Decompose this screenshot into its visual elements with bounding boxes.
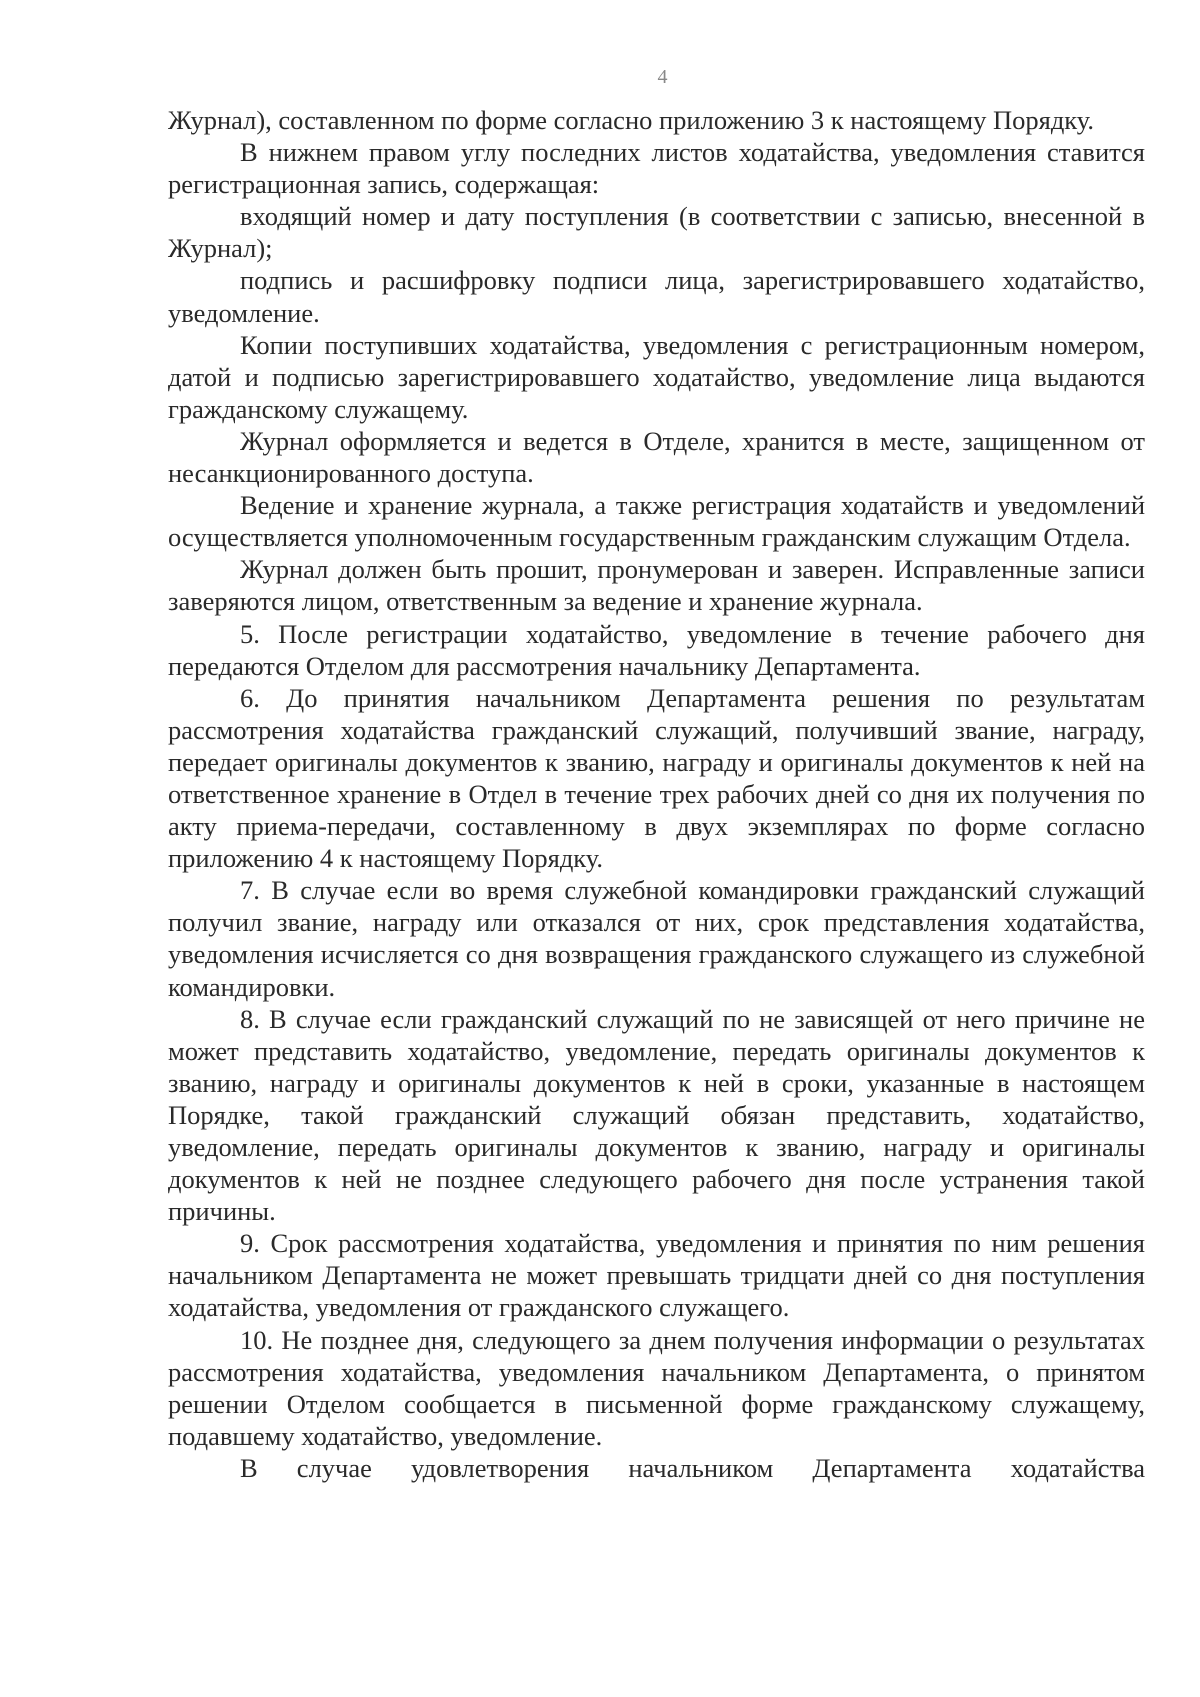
paragraph-6: Журнал оформляется и ведется в Отделе, хранится в месте, защищенном от несанкционированного доступа.	[168, 425, 1145, 489]
paragraph-12: 8. В случае если гражданский служащий по не зависящей от него причине не может представить ходатайство, уведомление, передать оригиналы документов к званию, награду и оригиналы документов к ней в сроки, указанные в настоящем Порядке, такой гражданский служащий обязан представить, ходатайство, уведомление, передать оригиналы документов к званию, награду и оригиналы документов к ней не позднее следующего рабочего дня после устранения такой причины.	[168, 1003, 1145, 1227]
document-body	[168, 104, 1145, 1484]
paragraph-9: 5. После регистрации ходатайство, уведомление в течение рабочего дня передаются Отделом для рассмотрения начальнику Департамента.	[168, 618, 1145, 681]
paragraph-2: В нижнем правом углу последних листов ходатайства, уведомления ставится регистрационная запись, содержащая:	[168, 137, 1145, 200]
paragraph-3: входящий номер и дату поступления (в соответствии с записью, внесенной в Журнал);	[168, 201, 1145, 264]
paragraph-10: 6. До принятия начальником Департамента решения по результатам рассмотрения ходатайства гражданский служащий, получивший звание, награду, передает оригиналы документов к званию, награду и оригиналы документов к ней на ответственное хранение в Отдел в течение трех рабочих дней со дня их получения по акту приема-передачи, составленному в двух экземплярах по форме согласно приложению 4 к настоящему Порядку.	[168, 682, 1145, 874]
paragraph-15: В случае удовлетворения начальником Департамента ходатайства	[240, 1452, 1145, 1483]
paragraph-13: 9. Срок рассмотрения ходатайства, уведомления и принятия по ним решения начальником Департамента не может превышать тридцати дней со дня поступления ходатайства, уведомления от гражданского служащего.	[168, 1228, 1145, 1323]
paragraph-1: Журнал), составленном по форме согласно приложению 3 к настоящему Порядку.	[168, 105, 1095, 135]
paragraph-8: Журнал должен быть прошит, пронумерован и заверен. Исправленные записи заверяются лицом, ответственным за ведение и хранение журнала.	[168, 554, 1145, 617]
paragraph-7: Ведение и хранение журнала, а также регистрация ходатайств и уведомлений осуществляется уполномоченным государственным гражданским служащим Отдела.	[168, 490, 1145, 553]
paragraph-14: 10. Не позднее дня, следующего за днем получения информации о результатах рассмотрения ходатайства, уведомления начальником Департамента, о принятом решении Отделом сообщается в письменной форме гражданскому служащему, подавшему ходатайство, уведомление.	[168, 1324, 1145, 1451]
paragraph-11: 7. В случае если во время служебной командировки гражданский служащий получил звание, награду или отказался от них, срок представления ходатайства, уведомления исчисляется со дня возвращения гражданского служащего из служебной командировки.	[168, 875, 1145, 1002]
paragraph-4: подпись и расшифровку подписи лица, зарегистрировавшего ходатайство, уведомление.	[168, 265, 1145, 328]
paragraph-5: Копии поступивших ходатайства, уведомления с регистрационным номером, датой и подписью зарегистрировавшего ходатайство, уведомление лица выдаются гражданскому служащему.	[168, 329, 1145, 424]
page-number: 4	[657, 66, 668, 88]
